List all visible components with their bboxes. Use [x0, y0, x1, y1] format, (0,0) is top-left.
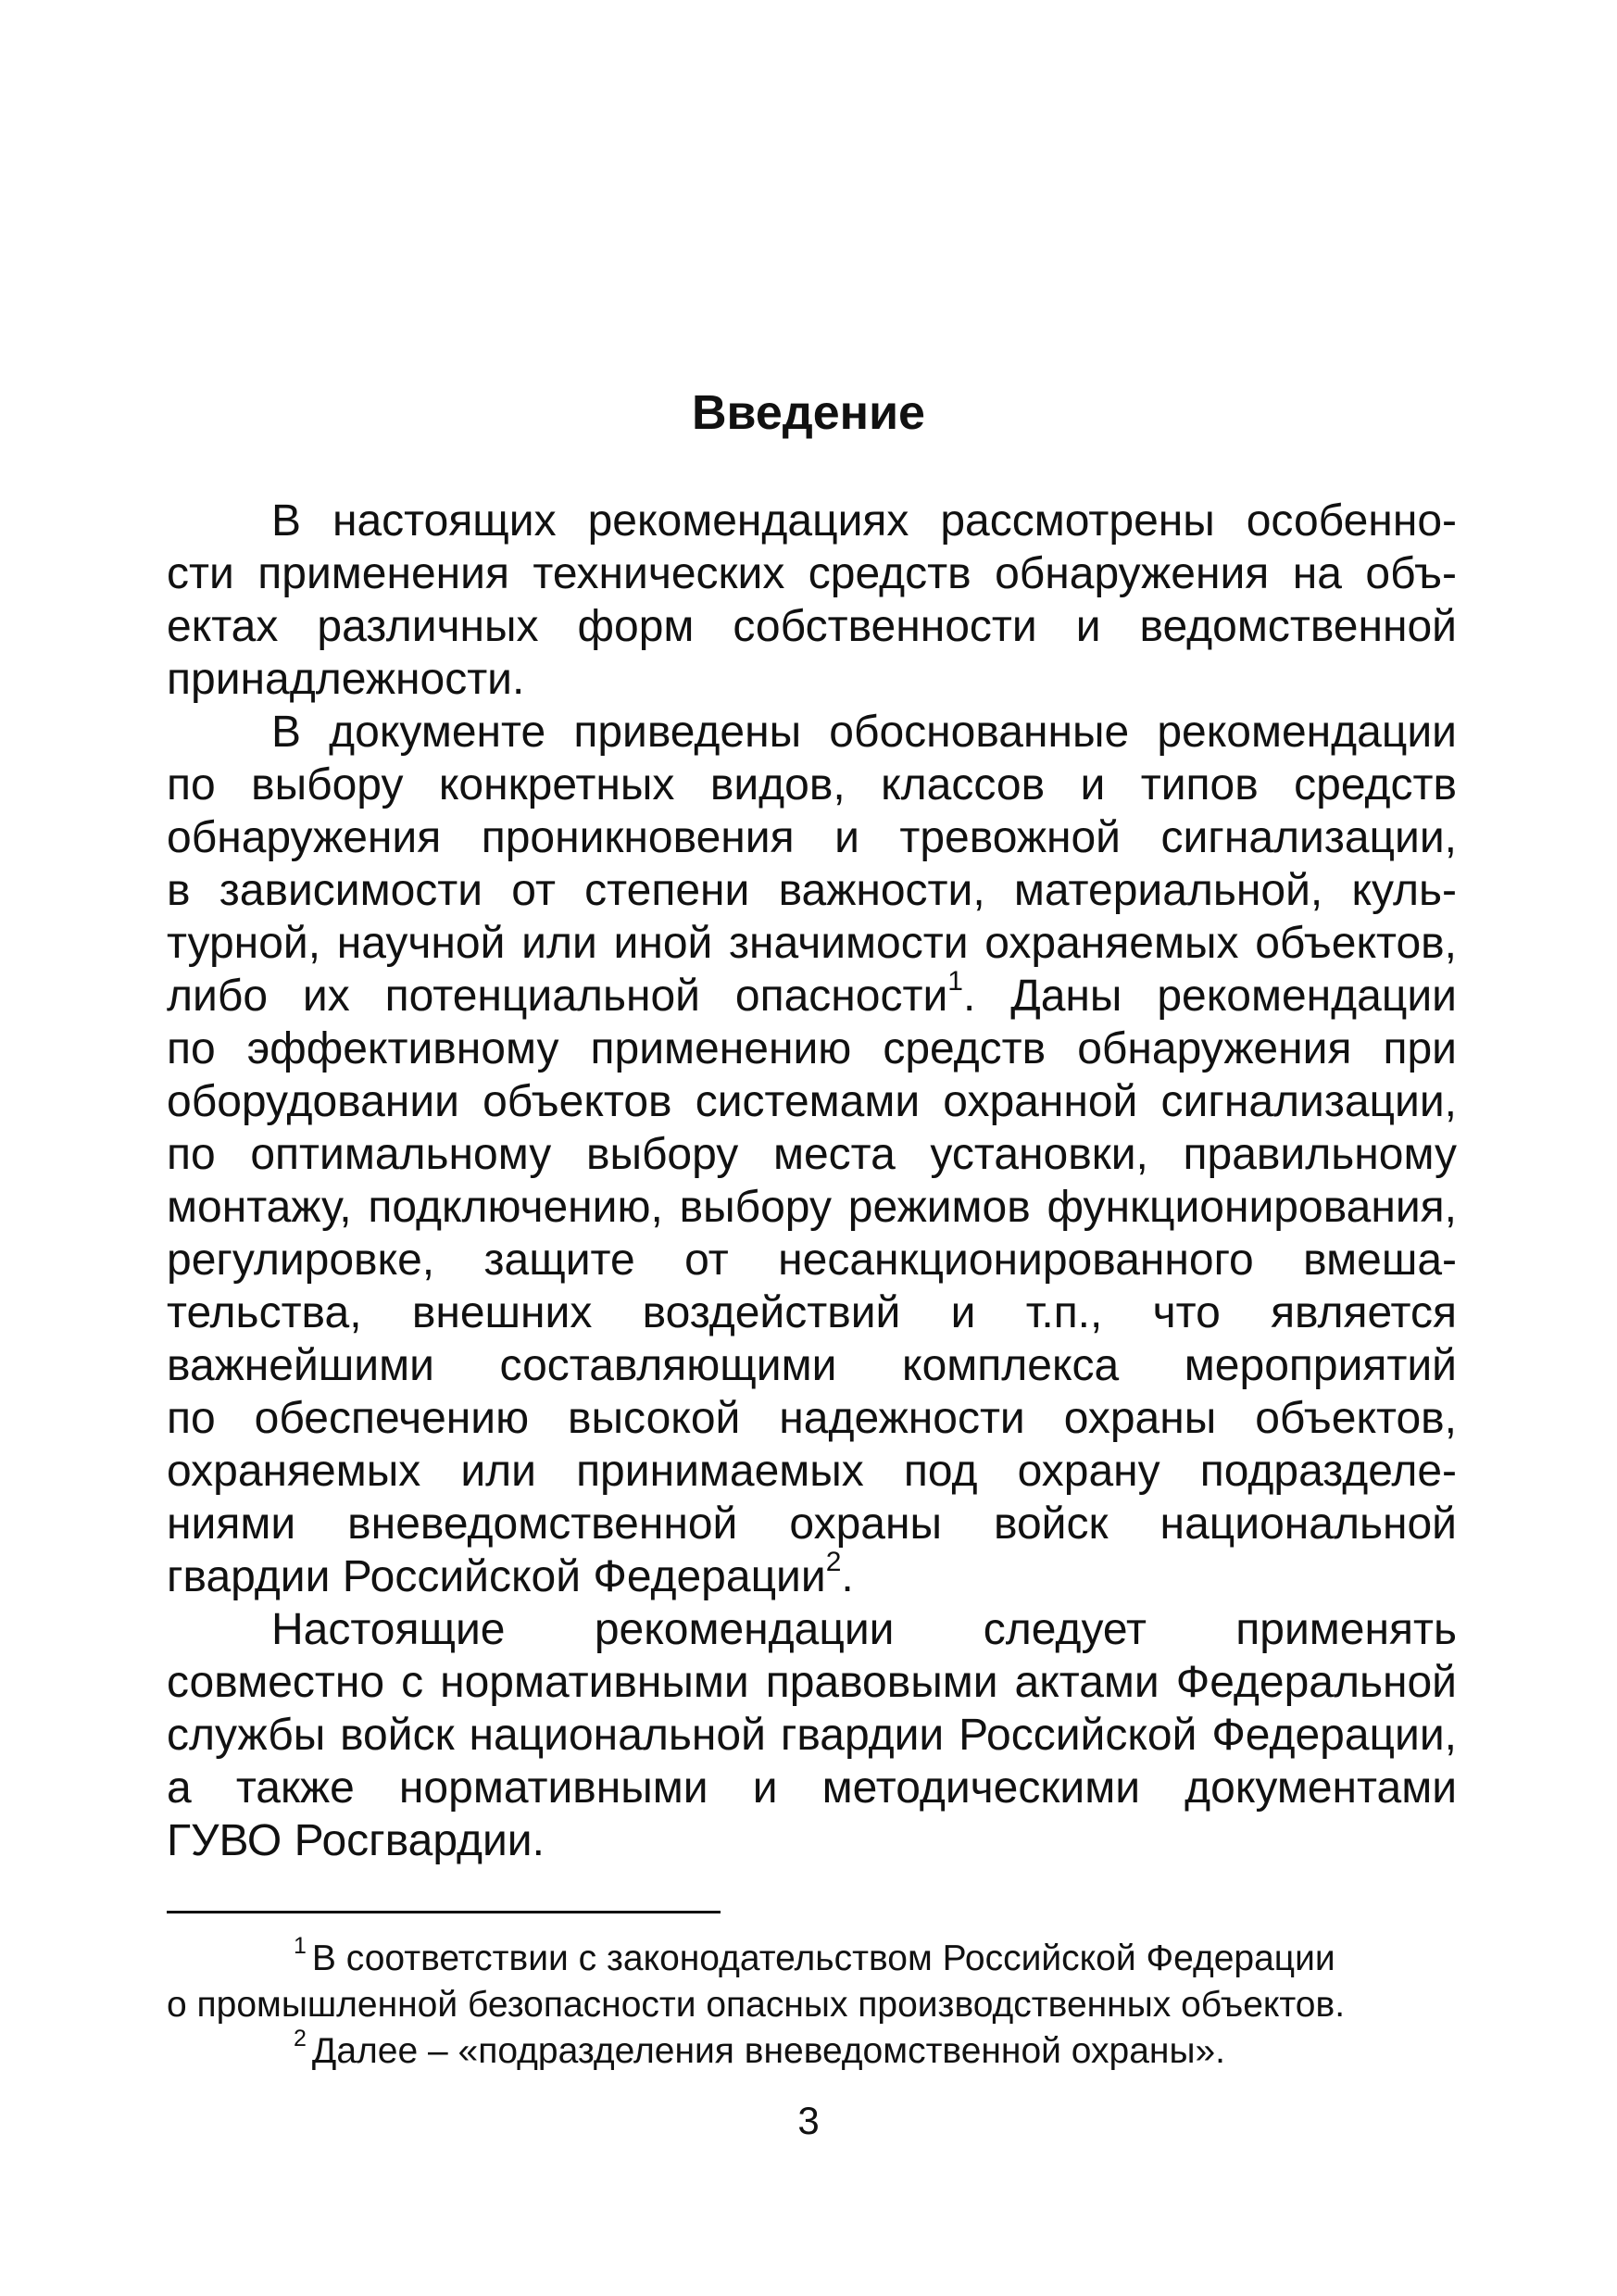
text-line: обнаружения проникновения и тревожной сигнализации, [167, 813, 1457, 862]
footnote-reference: 2 [825, 1547, 842, 1577]
text-fragment: либо их потенциальной опасности [167, 972, 948, 1021]
footnote-reference: 1 [947, 966, 963, 997]
text-fragment: гвардии Российской Федерации [167, 1552, 826, 1601]
text-line: В документе приведены обоснованные рекомендации [271, 708, 1457, 757]
page-number: 3 [797, 2099, 820, 2142]
text-line: принадлежности. [167, 655, 525, 704]
text-line: а также нормативными и методическими документами [167, 1763, 1457, 1813]
footnote-text: В соответствии с законодательством Российской Федерации [311, 1938, 1335, 1978]
text-line: по обеспечению высокой надежности охраны объектов, [167, 1394, 1457, 1443]
text-line: оборудовании объектов системами охранной сигнализации, [167, 1077, 1457, 1126]
text-line: ектах различных форм собственности и ведомственной [167, 602, 1457, 651]
text-line: важнейшими составляющими комплекса мероприятий [167, 1341, 1457, 1390]
paragraph [167, 495, 1457, 706]
text-line [167, 966, 1457, 1023]
text-line [167, 1547, 1457, 1603]
footnote-divider [167, 1911, 721, 1913]
footnotes [167, 1933, 1457, 2075]
footnote-text: Далее – «подразделения вневедомственной охраны». [311, 2031, 1226, 2071]
text-fragment: . Даны рекомендации [962, 972, 1457, 1021]
text-line: ГУВО Росгвардии. [167, 1816, 545, 1865]
body-text [167, 495, 1457, 1867]
text-line: охраняемых или принимаемых под охрану подразделе- [167, 1447, 1457, 1496]
footnote-line [167, 1933, 1457, 1982]
footnote [167, 1933, 1457, 2028]
paragraph [167, 706, 1457, 1603]
footnote-marker: 2 [294, 2026, 307, 2051]
text-line: В настоящих рекомендациях рассмотрены особенно- [271, 496, 1457, 546]
footnote-line [167, 2028, 1457, 2075]
text-line: по оптимальному выбору места установки, правильному [167, 1130, 1457, 1179]
text-line: турной, научной или иной значимости охраняемых объектов, [167, 919, 1457, 968]
text-line: в зависимости от степени важности, материальной, куль- [167, 866, 1457, 915]
footnote-line [167, 1982, 1457, 2028]
text-line: Настоящие рекомендации следует применять [271, 1605, 1457, 1654]
page-title: Введение [692, 386, 925, 440]
text-line: службы войск национальной гвардии Российской Федерации, [167, 1711, 1457, 1760]
text-line: монтажу, подключению, выбору режимов функционирования, [167, 1183, 1457, 1232]
text-line: совместно с нормативными правовыми актами Федеральной [167, 1658, 1457, 1707]
text-fragment: . [841, 1552, 854, 1601]
text-line: по выбору конкретных видов, классов и типов средств [167, 760, 1457, 809]
paragraph [167, 1603, 1457, 1867]
text-line: тельства, внешних воздействий и т.п., что является [167, 1288, 1457, 1337]
text-line: регулировке, защите от несанкционированного вмеша- [167, 1236, 1457, 1285]
footnote-text: о промышленной безопасности опасных производственных объектов. [167, 1985, 1346, 2025]
footnote [167, 2028, 1457, 2075]
text-line: сти применения технических средств обнаружения на объ- [167, 549, 1457, 598]
footnote-marker: 1 [294, 1933, 307, 1959]
text-line: по эффективному применению средств обнаружения при [167, 1024, 1457, 1073]
text-line: ниями вневедомственной охраны войск национальной [167, 1499, 1457, 1549]
